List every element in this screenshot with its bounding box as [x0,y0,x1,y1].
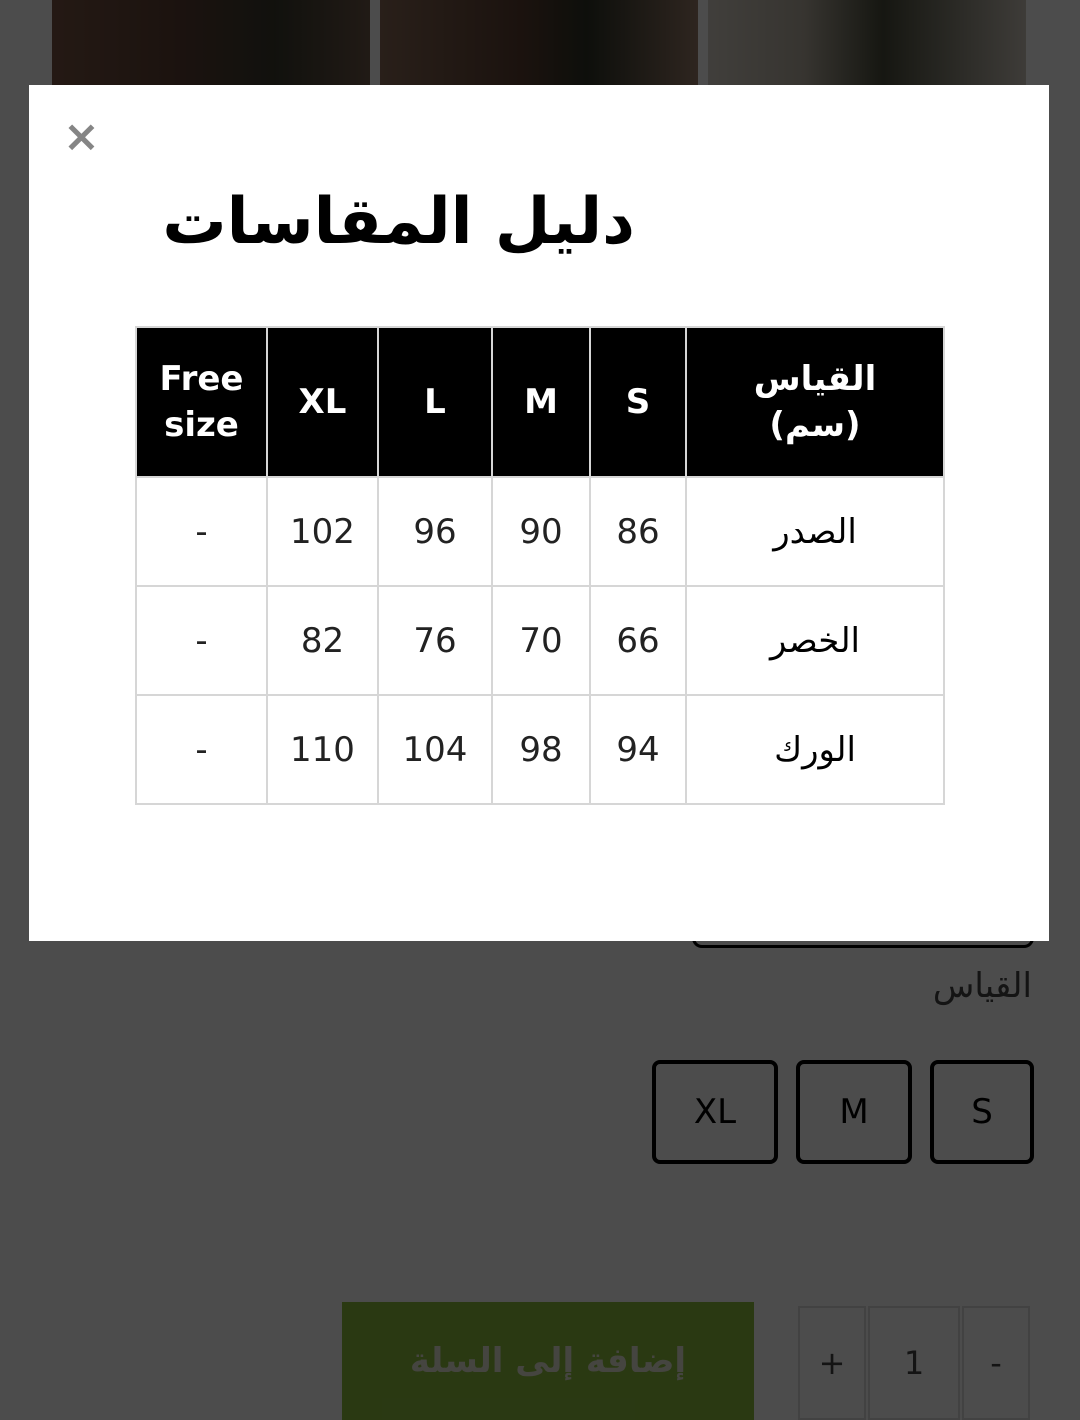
cell-m: 90 [492,477,590,586]
cell-free: - [136,477,267,586]
cell-l: 96 [378,477,492,586]
table-row [136,586,944,695]
header-s: S [590,327,686,477]
header-free-line2: size [164,405,239,445]
header-free-line1: Free [159,359,244,399]
cell-m: 98 [492,695,590,804]
cell-xl: 102 [267,477,378,586]
cell-xl: 82 [267,586,378,695]
header-xl: XL [267,327,378,477]
cell-free: - [136,586,267,695]
row-label: الخصر [686,586,944,695]
cell-s: 86 [590,477,686,586]
table-row [136,695,944,804]
row-label: الصدر [686,477,944,586]
header-label-line2: (سم) [769,405,861,445]
header-m: M [492,327,590,477]
cell-l: 76 [378,586,492,695]
header-label-line1: القياس [753,359,877,399]
close-icon[interactable]: × [63,111,100,162]
cell-l: 104 [378,695,492,804]
header-measurement [686,327,944,477]
cell-s: 94 [590,695,686,804]
size-chart-table [135,326,945,805]
row-label: الورك [686,695,944,804]
cell-m: 70 [492,586,590,695]
cell-s: 66 [590,586,686,695]
header-l: L [378,327,492,477]
cell-free: - [136,695,267,804]
modal-title: دليل المقاسات [162,185,635,259]
table-row [136,477,944,586]
cell-xl: 110 [267,695,378,804]
header-free-size [136,327,267,477]
size-guide-modal [29,85,1049,941]
table-header-row [136,327,944,477]
